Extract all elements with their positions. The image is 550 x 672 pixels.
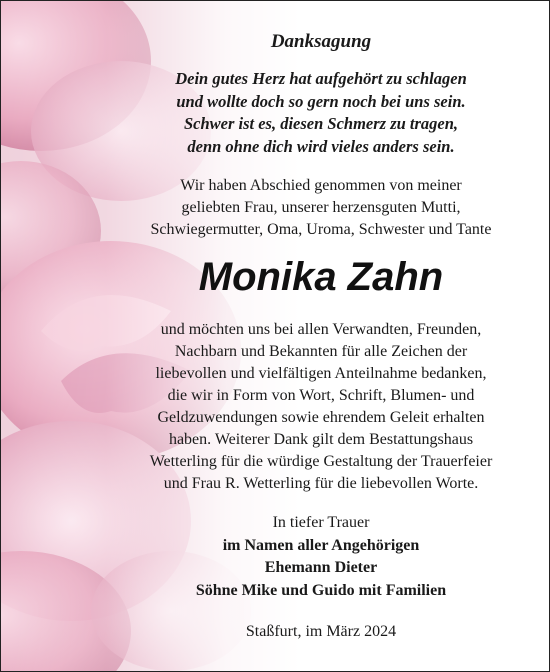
poem-line: Schwer ist es, diesen Schmerz zu tragen, — [183, 114, 459, 133]
signature-opening: In tiefer Trauer — [272, 514, 370, 531]
poem-line: und wollte doch so gern noch bei uns sein. — [176, 91, 466, 111]
thanks-line: Geldzuwendungen sowie ehrendem Geleit erhalten — [157, 409, 485, 426]
notice-title: Danksagung — [270, 31, 372, 52]
poem-line: Dein gutes Herz hat aufgehört zu schlagen — [175, 69, 467, 88]
place-and-date: Staßfurt, im März 2024 — [245, 623, 397, 640]
thanks-line: die wir in Form von Wort, Schrift, Blumen- und — [167, 387, 475, 404]
deceased-name: Monika Zahn — [198, 255, 444, 299]
thanks-line: liebevollen und vielfältigen Anteilnahme bedanken, — [155, 365, 487, 382]
intro-line: Schwiegermutter, Oma, Uroma, Schwester und Tante — [150, 221, 492, 238]
intro-text — [101, 175, 541, 241]
thanks-line: Nachbarn und Bekannten für alle Zeichen der — [174, 343, 468, 360]
thanks-line: und möchten uns bei allen Verwandten, Freunden, — [160, 321, 482, 338]
signature-line: im Namen aller Angehörigen — [222, 536, 420, 554]
thanks-line: haben. Weiterer Dank gilt dem Bestattungshaus — [168, 431, 474, 448]
intro-line: geliebten Frau, unserer herzensguten Mutti, — [181, 199, 461, 216]
thanks-line: und Frau R. Wetterling für die liebevollen Worte. — [163, 475, 479, 492]
notice-text-block — [101, 1, 541, 671]
intro-line: Wir haben Abschied genommen von meiner — [180, 177, 462, 194]
thanks-text — [101, 319, 541, 495]
memorial-poem — [101, 68, 541, 158]
signature-line: Söhne Mike und Guido mit Familien — [195, 581, 447, 599]
signature-line: Ehemann Dieter — [264, 559, 378, 576]
poem-line: denn ohne dich wird vieles anders sein. — [187, 136, 455, 156]
signature-block — [101, 512, 541, 602]
thanks-line: Wetterling für die würdige Gestaltung der Trauerfeier — [149, 453, 493, 470]
